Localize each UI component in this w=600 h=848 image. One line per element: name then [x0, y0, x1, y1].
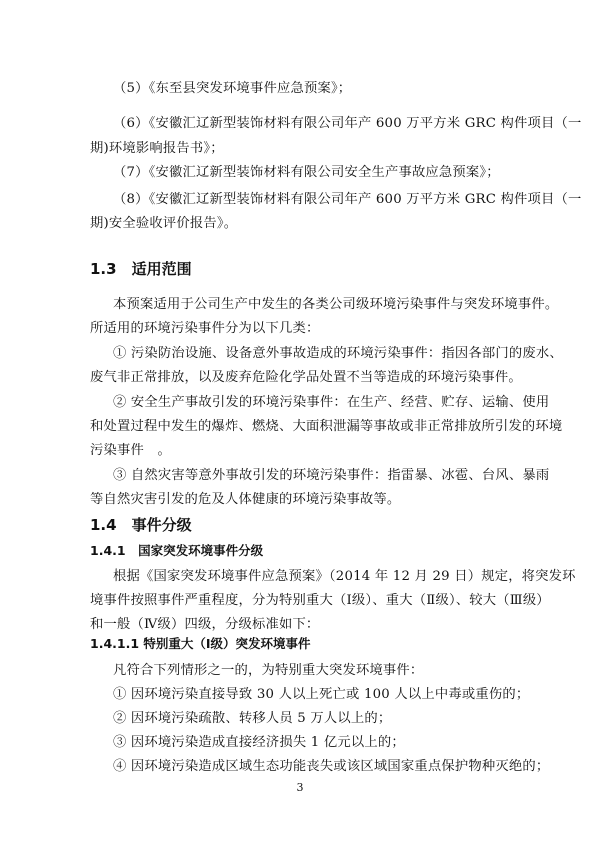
ref-item-6: （6）《安徽汇辽新型装饰材料有限公司年产 600 万平方米 GRC 构件项目（一 — [113, 116, 582, 131]
ref-item-5: （5）《东至县突发环境事件应急预案》； — [113, 81, 352, 96]
paragraph-line: 根据《国家突发环境事件应急预案》（2014 年 12 月 29 日）规定，将突发环 — [113, 569, 576, 584]
paragraph-line: 所适用的环境污染事件分为以下几类： — [90, 321, 320, 336]
subsection-heading-1-4-1: 1.4.1 国家突发环境事件分级 — [90, 543, 264, 558]
section-heading-1-4: 1.4 事件分级 — [90, 516, 192, 534]
paragraph-line: 和处置过程中发生的爆炸、燃烧、大面积泄漏等事故或非正常排放所引发的环境 — [90, 419, 563, 434]
paragraph-line: ① 污染防治设施、设备意外事故造成的环境污染事件：指因各部门的废水、 — [113, 346, 563, 361]
ref-item-8: （8）《安徽汇辽新型装饰材料有限公司年产 600 万平方米 GRC 构件项目（一 — [113, 192, 582, 207]
paragraph-line: 和一般（Ⅳ级）四级，分级标准如下： — [90, 617, 320, 632]
list-item: ③ 因环境污染造成直接经济损失 1 亿元以上的； — [113, 735, 405, 750]
list-item: ① 因环境污染直接导致 30 人以上死亡或 100 人以上中毒或重伤的； — [113, 687, 530, 702]
paragraph-line: ③ 自然灾害等意外事故引发的环境污染事件：指雷暴、冰雹、台风、暴雨 — [113, 468, 550, 483]
paragraph-line: 本预案适用于公司生产中发生的各类公司级环境污染事件与突发环境事件。 — [113, 297, 559, 312]
paragraph-line: 等自然灾害引发的危及人体健康的环境污染事故等。 — [90, 492, 401, 507]
paragraph-line: 废气非正常排放，以及废弃危险化学品处置不当等造成的环境污染事件。 — [90, 370, 522, 385]
page-number: 3 — [296, 781, 304, 794]
paragraph-line: 境事件按照事件严重程度，分为特别重大（Ⅰ级）、重大（Ⅱ级）、较大（Ⅲ级） — [90, 593, 550, 608]
paragraph-line: ② 安全生产事故引发的环境污染事件：在生产、经营、贮存、运输、使用 — [113, 395, 550, 410]
ref-item-8-cont: 期)安全验收评价报告》。 — [90, 216, 238, 231]
paragraph-line: 污染事件 。 — [90, 443, 171, 458]
paragraph-line: 凡符合下列情形之一的，为特别重大突发环境事件： — [113, 663, 424, 678]
section-heading-1-3: 1.3 适用范围 — [90, 260, 192, 278]
ref-item-6-cont: 期)环境影响报告书》； — [90, 141, 224, 156]
subsection-heading-1-4-1-1: 1.4.1.1 特别重大（Ⅰ级）突发环境事件 — [90, 636, 311, 651]
list-item: ④ 因环境污染造成区域生态功能丧失或该区域国家重点保护物种灭绝的； — [113, 759, 550, 774]
list-item: ② 因环境污染疏散、转移人员 5 万人以上的； — [113, 711, 392, 726]
ref-item-7: （7）《安徽汇辽新型装饰材料有限公司安全生产事故应急预案》； — [113, 165, 500, 180]
